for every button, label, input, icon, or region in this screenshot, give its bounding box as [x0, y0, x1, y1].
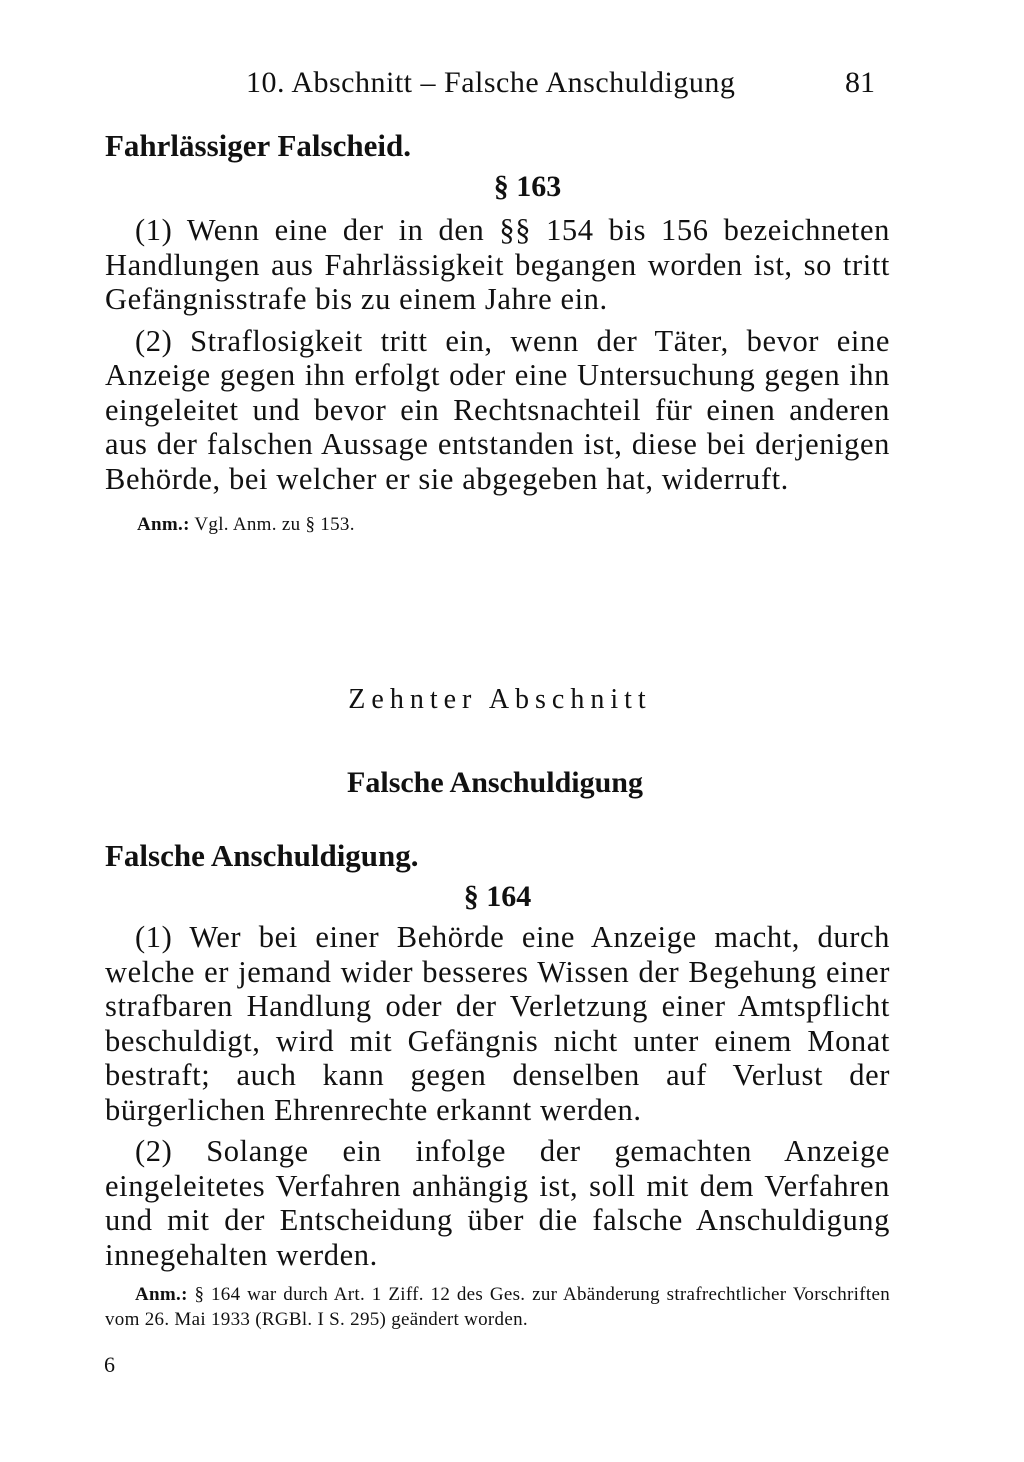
- page-number: 81: [845, 66, 875, 99]
- section-163-mark-wrap: [105, 170, 890, 204]
- running-title: 10. Abschnitt – Falsche Anschuldigung: [246, 66, 736, 99]
- section-163-note-label: Anm.:: [137, 514, 190, 535]
- section-163-mark: § 163: [493, 170, 562, 203]
- section-164: [105, 838, 890, 874]
- section-164-note-label: Anm.:: [135, 1284, 188, 1305]
- section-164-note: [105, 1282, 890, 1332]
- section-164-paragraph-2: (2) Solange ein infolge der gemachten Anzeige eingeleitetes Verfahren anhängig ist, soll mit dem Verfahren und mit der Entscheidung über die falsche Anschuldigung innegehalten werden.: [105, 1134, 890, 1272]
- section-164-mark: § 164: [463, 880, 532, 913]
- section-164-heading: Falsche Anschuldigung.: [105, 838, 419, 873]
- section-164-note-text: § 164 war durch Art. 1 Ziff. 12 des Ges. zur Abänderung strafrechtlicher Vorschriften vom 26. Mai 1933 (RGBl. I S. 295) geändert worden.: [105, 1284, 890, 1330]
- section-163: [105, 128, 890, 164]
- section-163-paragraph-1: (1) Wenn eine der in den §§ 154 bis 156 bezeichneten Handlungen aus Fahrlässigkeit begangen worden ist, so tritt Gefängnisstrafe bis zu einem Jahre ein.: [105, 213, 890, 316]
- section-164-paragraph-1: (1) Wer bei einer Behörde eine Anzeige macht, durch welche er jemand wider besseres Wissen der Begehung einer strafbaren Handlung oder der Verletzung einer Amtspflicht beschuldigt, wird mit Gefängnis nicht unter einem Monat bestraft; auch kann gegen denselben auf Verlust der bürgerlichen Ehrenrechte erkannt werden.: [105, 920, 890, 1127]
- section-163-note: [105, 512, 890, 537]
- section-164-body: [105, 920, 890, 1332]
- section-163-body: [105, 213, 890, 537]
- chapter-subtitle: Falsche Anschuldigung: [347, 766, 643, 799]
- section-163-heading: Fahrlässiger Falscheid.: [105, 128, 411, 163]
- chapter-title: Zehnter Abschnitt: [348, 684, 652, 715]
- section-164-mark-wrap: [105, 880, 890, 914]
- section-163-note-text: Vgl. Anm. zu § 153.: [189, 514, 355, 535]
- signature-mark: 6: [104, 1352, 115, 1377]
- section-163-paragraph-2: (2) Straflosigkeit tritt ein, wenn der Täter, bevor eine Anzeige gegen ihn erfolgt oder eine Untersuchung gegen ihn eingeleitet und bevor ein Rechtsnachteil für einen anderen aus der falschen Aussage entstanden ist, diese bei derjenigen Behörde, bei welcher er sie abgegeben hat, widerruft.: [105, 323, 890, 496]
